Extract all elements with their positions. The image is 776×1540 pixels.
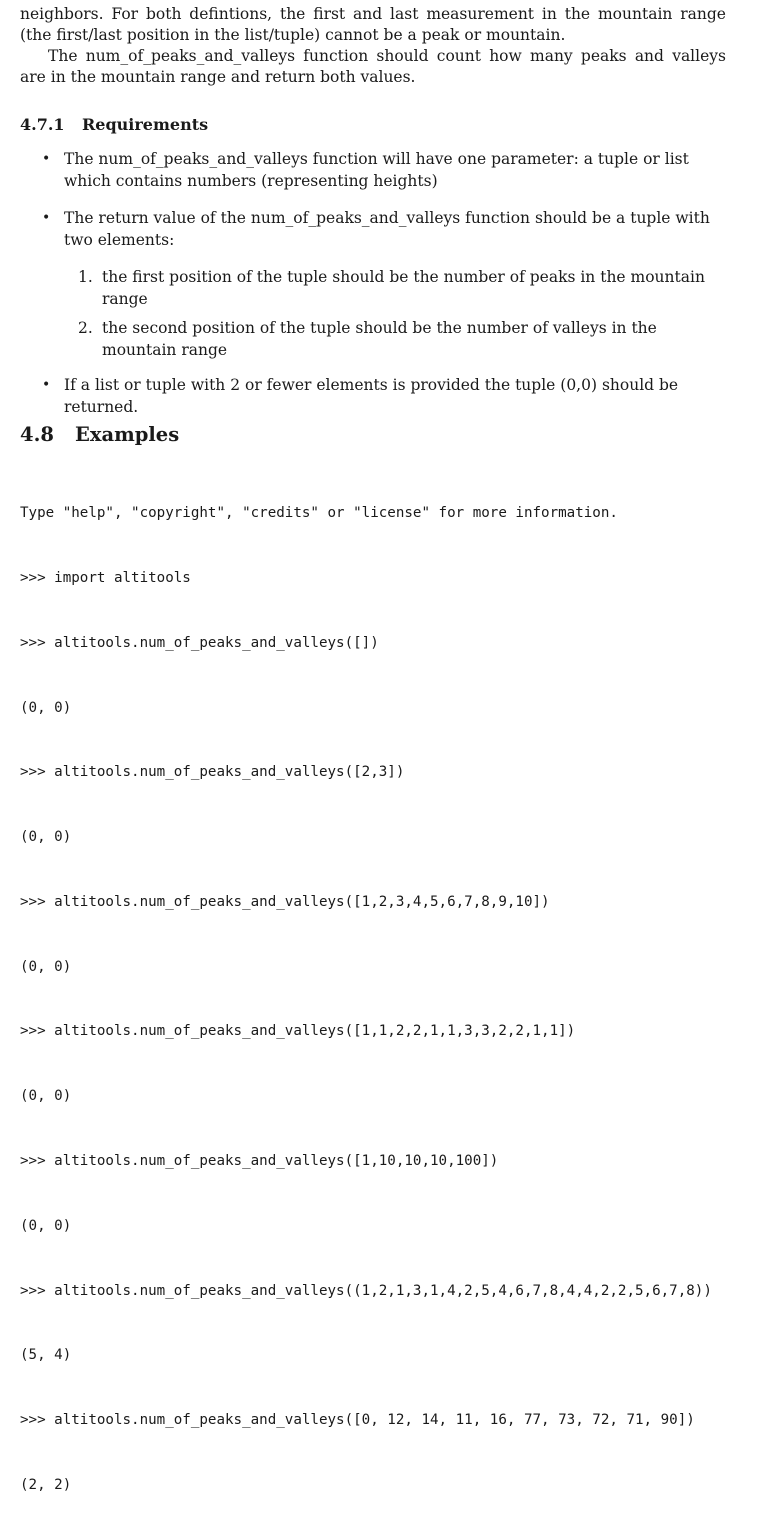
requirements-heading (20, 114, 208, 136)
intro-paragraph-2 (20, 46, 726, 88)
requirement-text-3: If a list or tuple with 2 or fewer elements is provided the tuple (0,0) should be returned. (64, 376, 679, 416)
enum-text-2: the second position of the tuple should be the number of valleys in the mountain range (102, 319, 657, 359)
code-line: (0, 0) (20, 699, 72, 716)
intro-text-1: neighbors. For both defintions, the first and last measurement in the mountain range (the first/last position in the list/tuple) cannot be a peak or mountain. (20, 5, 726, 44)
code-line: (0, 0) (20, 1217, 72, 1234)
requirements-number: 4.7.1 (20, 115, 65, 134)
enum-marker-1: 1. (78, 268, 93, 286)
code-line: (5, 4) (20, 1347, 72, 1364)
code-line: >>> altitools.num_of_peaks_and_valleys([1,10,10,10,100]) (20, 1153, 499, 1169)
examples-title: Examples (75, 423, 180, 446)
requirement-bullet-2 (42, 207, 726, 251)
requirement-text-2: The return value of the num_of_peaks_and_valleys function should be a tuple with two elements: (64, 209, 710, 249)
code-line: (0, 0) (20, 829, 72, 846)
code-line: >>> altitools.num_of_peaks_and_valleys([2,3]) (20, 764, 405, 781)
bullet-marker: • (42, 151, 51, 167)
code-line: (0, 0) (20, 1088, 72, 1105)
bullet-marker: • (42, 210, 51, 226)
examples-number: 4.8 (20, 423, 54, 446)
code-line: >>> altitools.num_of_peaks_and_valleys([]) (20, 634, 379, 651)
code-example-block (20, 460, 770, 1540)
code-line: >>> altitools.num_of_peaks_and_valleys([0, 12, 14, 11, 16, 77, 73, 72, 71, 90]) (20, 1412, 695, 1429)
enum-marker-2: 2. (78, 319, 93, 337)
examples-heading (20, 422, 179, 448)
enum-item-1 (78, 266, 726, 310)
intro-paragraph-1 (20, 4, 726, 46)
requirement-text-1: The num_of_peaks_and_valleys function will have one parameter: a tuple or list which contains numbers (representing heights) (64, 150, 689, 190)
code-line: >>> altitools.num_of_peaks_and_valleys((1,2,1,3,1,4,2,5,4,6,7,8,4,4,2,2,5,6,7,8)) (20, 1282, 712, 1299)
code-line: >>> altitools.num_of_peaks_and_valleys([1,1,2,2,1,1,3,3,2,2,1,1]) (20, 1023, 576, 1040)
enum-item-2 (78, 317, 726, 361)
requirement-bullet-3 (42, 374, 726, 418)
code-line: (0, 0) (20, 958, 72, 975)
code-line: Type "help", "copyright", "credits" or "license" for more information. (20, 505, 618, 522)
requirements-title: Requirements (82, 115, 209, 134)
code-line: (2, 2) (20, 1476, 72, 1493)
intro-text-2: The num_of_peaks_and_valleys function should count how many peaks and valleys are in the mountain range and return both values. (20, 47, 726, 86)
code-line: >>> import altitools (20, 569, 191, 586)
enum-text-1: the first position of the tuple should be the number of peaks in the mountain range (102, 268, 705, 308)
bullet-marker: • (42, 377, 51, 393)
requirement-bullet-1 (42, 148, 726, 192)
code-line: >>> altitools.num_of_peaks_and_valleys([1,2,3,4,5,6,7,8,9,10]) (20, 893, 550, 910)
